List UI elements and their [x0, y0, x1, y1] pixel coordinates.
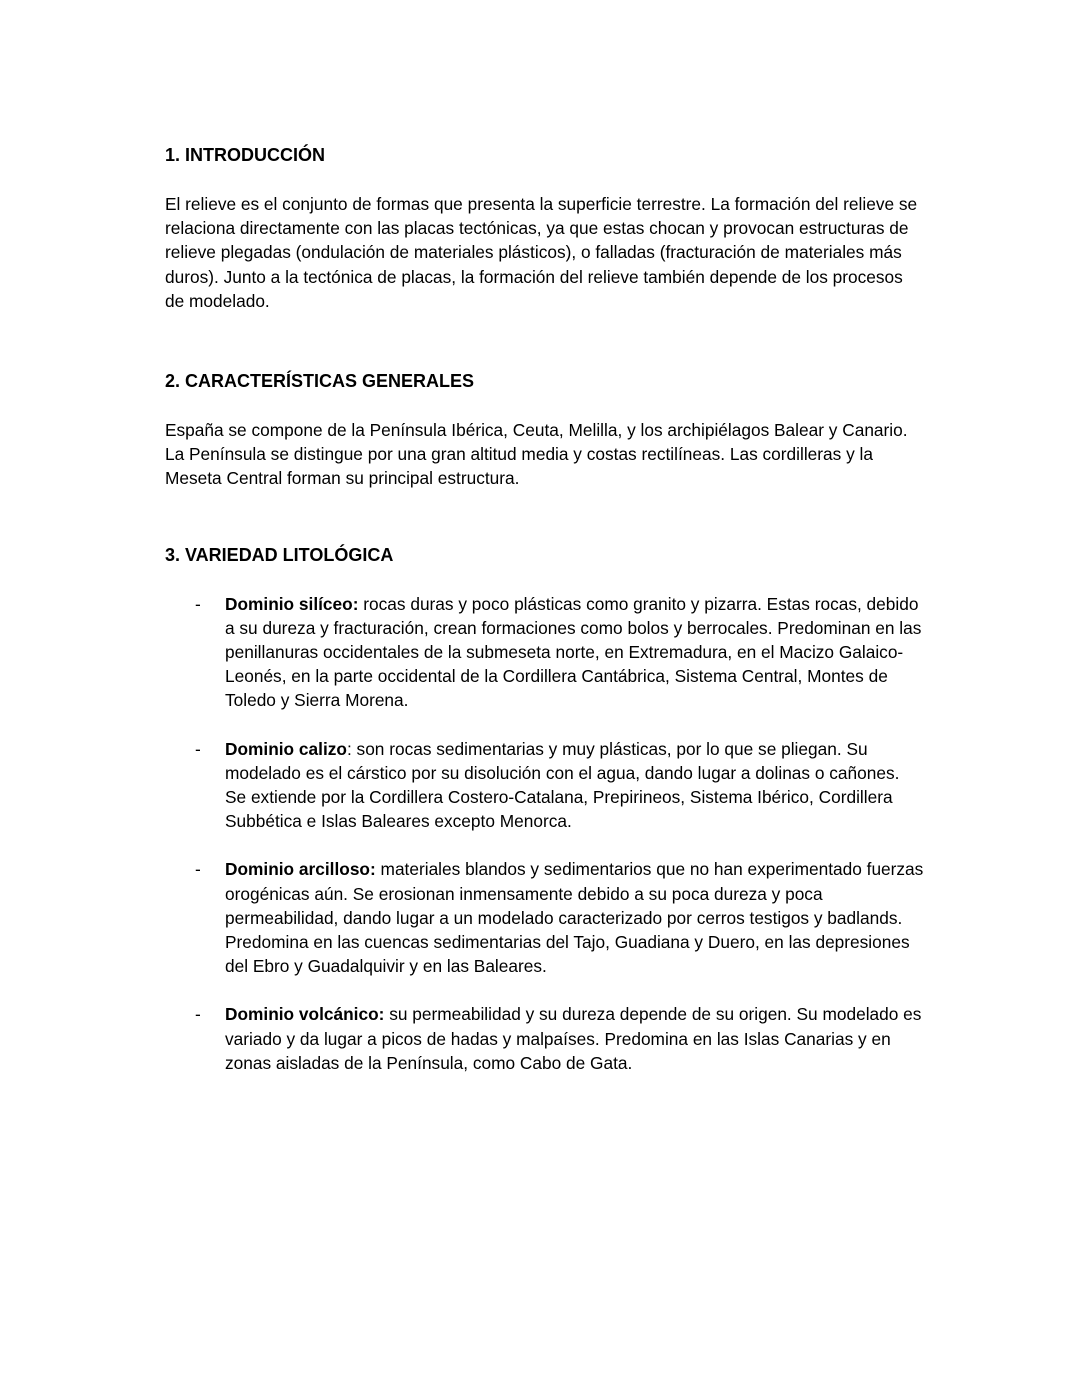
domain-list — [165, 592, 925, 1075]
list-item-dominio-arcilloso — [165, 857, 925, 978]
section-title-variedad-litologica: 3. VARIEDAD LITOLÓGICA — [165, 544, 394, 565]
section-body-caracteristicas: España se compone de la Península Ibérica, Ceuta, Melilla, y los archipiélagos Balear y Canario. La Península se distingue por una gran altitud media y costas rectilíneas. Las cordilleras y la Meseta Central forman su principal estructura. — [165, 420, 908, 489]
list-item-dominio-calizo — [165, 737, 925, 834]
section-title-caracteristicas: 2. CARACTERÍSTICAS GENERALES — [165, 371, 475, 392]
domain-description: su permeabilidad y su dureza depende de su origen. Su modelado es variado y da lugar a picos de hadas y malpaíses. Predomina en las Islas Canarias y en zonas aisladas de la Península, como Cabo de Gata. — [225, 1004, 922, 1073]
domain-description: : son rocas sedimentarias y muy plásticas, por lo que se pliegan. Su modelado es el cárstico por su disolución con el agua, dando lugar a dolinas o cañones. Se extiende por la Cordillera Costero-Catalana, Prepirineos, Sistema Ibérico, Cordillera Subbética e Islas Baleares excepto Menorca. — [225, 738, 900, 832]
list-bullet: - — [195, 859, 201, 880]
domain-term: Dominio calizo — [225, 738, 347, 759]
list-item-dominio-volcanico — [165, 1002, 925, 1075]
domain-term: Dominio silíceo: — [225, 593, 359, 614]
domain-description: rocas duras y poco plásticas como granito y pizarra. Estas rocas, debido a su dureza y fracturación, crean formaciones como bolos y berrocales. Predominan en las penillanuras occidentales de la submeseta norte, en Extremadura, en el Macizo Galaico-Leonés, en la parte occidental de la Cordillera Cantábrica, Sistema Central, Montes de Toledo y Sierra Morena. — [225, 593, 922, 711]
section-body-introduccion: El relieve es el conjunto de formas que presenta la superficie terrestre. La formación del relieve se relaciona directamente con las placas tectónicas, ya que estas chocan y provocan estructuras de relieve plegadas (ondulación de materiales plásticos), o falladas (fracturación de materiales más duros). Junto a la tectónica de placas, la formación del relieve también depende de los procesos de modelado. — [165, 194, 918, 311]
section-title-introduccion: 1. INTRODUCCIÓN — [165, 145, 326, 165]
list-item-dominio-siliceo — [165, 592, 925, 713]
document-content — [165, 143, 925, 1099]
list-bullet: - — [195, 593, 201, 614]
domain-description: materiales blandos y sedimentarios que no han experimentado fuerzas orogénicas aún. Se erosionan inmensamente debido a su poca dureza y poca permeabilidad, dando lugar a un modelado caracterizado por cerros testigos y badlands. Predomina en las cuencas sedimentarias del Tajo, Guadiana y Duero, en las depresiones del Ebro y Guadalquivir y en las Baleares. — [225, 859, 924, 977]
domain-term: Dominio volcánico: — [225, 1004, 385, 1025]
domain-term: Dominio arcilloso: — [225, 859, 376, 880]
list-bullet: - — [195, 1004, 201, 1025]
list-bullet: - — [195, 738, 201, 759]
